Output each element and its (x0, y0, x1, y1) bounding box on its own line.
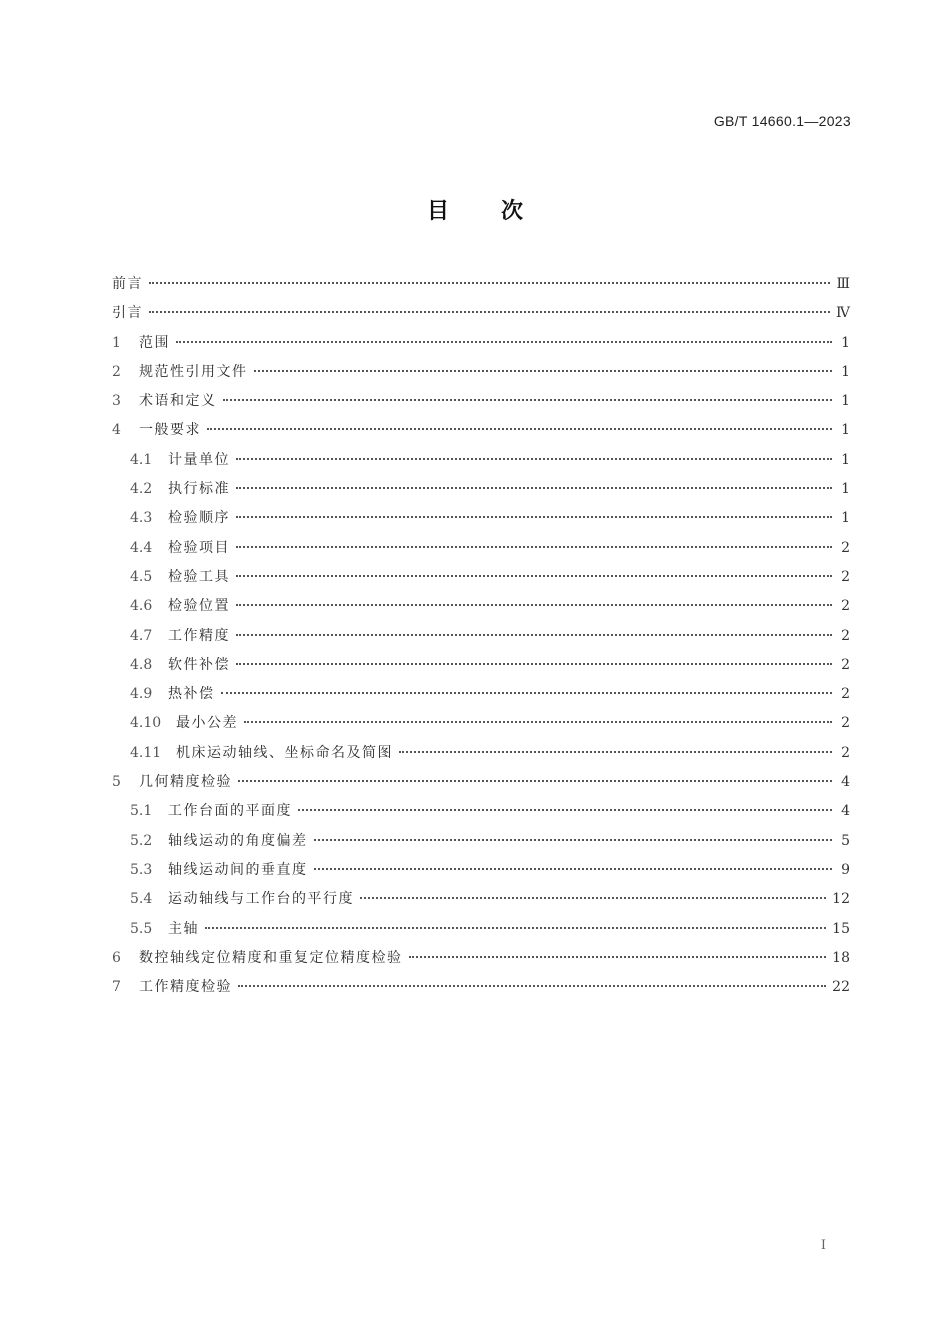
toc-entry[interactable] (112, 827, 850, 856)
toc-entry-page: 1 (841, 393, 850, 410)
dot-leader (298, 809, 832, 811)
dot-leader (238, 985, 826, 987)
toc-entry[interactable] (112, 651, 850, 680)
toc-entry-number: 5.3 (130, 861, 153, 878)
toc-entry-number: 4.4 (130, 539, 153, 556)
standard-code: GB/T 14660.1—2023 (713, 113, 851, 129)
toc-entry-page: Ⅳ (836, 305, 850, 322)
dot-leader (236, 634, 832, 636)
dot-leader (223, 399, 833, 401)
toc-entry[interactable] (112, 329, 850, 358)
toc-entry[interactable] (112, 270, 850, 299)
toc-entry-number: 3 (112, 393, 121, 410)
toc-entry-number: 6 (112, 949, 121, 966)
toc-entry-page: 22 (832, 979, 850, 996)
toc-entry[interactable] (112, 299, 850, 328)
dot-leader (236, 458, 832, 460)
toc-entry-label: 检验顺序 (168, 510, 230, 527)
dot-leader (314, 839, 833, 841)
toc-entry-label: 规范性引用文件 (139, 363, 248, 380)
toc-entry-number: 4.8 (130, 656, 153, 673)
toc-entry-page: 2 (841, 598, 850, 615)
toc-entry[interactable] (112, 768, 850, 797)
toc-entry-page: 5 (841, 832, 850, 849)
dot-leader (236, 487, 832, 489)
toc-entry-page: 2 (841, 656, 850, 673)
toc-entry-page: 1 (841, 363, 850, 380)
toc-entry-label: 检验项目 (168, 539, 230, 556)
toc-entry[interactable] (112, 534, 850, 563)
toc-entry[interactable] (112, 387, 850, 416)
toc-entry-number: 4.3 (130, 510, 153, 527)
toc-entry-label: 最小公差 (176, 715, 238, 732)
toc-entry[interactable] (112, 944, 850, 973)
toc-entry-page: Ⅲ (836, 276, 850, 292)
toc-entry-number: 4.2 (130, 481, 153, 498)
dot-leader (399, 751, 832, 753)
toc-entry-number: 4 (112, 422, 121, 439)
toc-entry-label: 术语和定义 (139, 393, 217, 410)
toc-entry[interactable] (112, 885, 850, 914)
toc-entry-label: 执行标准 (168, 481, 230, 498)
toc-entry-label: 检验位置 (168, 598, 230, 615)
toc-entry-page: 4 (841, 774, 850, 791)
toc-entry-label: 计量单位 (168, 451, 230, 468)
toc-entry-number: 4.5 (130, 568, 153, 585)
toc-entry-number: 4.1 (130, 451, 153, 468)
toc-entry-label: 软件补偿 (168, 656, 230, 673)
toc-entry[interactable] (112, 504, 850, 533)
dot-leader (236, 663, 832, 665)
dot-leader (254, 370, 833, 372)
dot-leader (236, 546, 832, 548)
toc-entry-number: 5 (112, 774, 121, 791)
toc-entry-number: 1 (112, 334, 121, 351)
toc-entry-label: 轴线运动间的垂直度 (168, 861, 308, 878)
toc-entry-number: 4.7 (130, 627, 153, 644)
toc-entry[interactable] (112, 475, 850, 504)
toc-entry-number: 4.10 (130, 715, 162, 732)
toc-entry-page: 2 (841, 686, 850, 703)
toc-entry-label: 一般要求 (139, 422, 201, 439)
toc-entry[interactable] (112, 856, 850, 885)
toc-entry-label: 数控轴线定位精度和重复定位精度检验 (139, 949, 403, 966)
toc-entry-label: 机床运动轴线、坐标命名及简图 (176, 744, 393, 761)
dot-leader (236, 575, 832, 577)
toc-entry[interactable] (112, 680, 850, 709)
toc-entry-number: 7 (112, 979, 121, 996)
toc-entry-number: 2 (112, 363, 121, 380)
dot-leader (149, 282, 830, 284)
toc-entry-label: 工作台面的平面度 (168, 803, 292, 820)
dot-leader (221, 692, 833, 694)
toc-entry-number: 5.5 (130, 920, 153, 937)
dot-leader (205, 927, 826, 929)
toc-entry[interactable] (112, 973, 850, 1002)
toc-entry-page: 1 (841, 334, 850, 351)
toc-entry-number: 4.9 (130, 686, 153, 703)
dot-leader (176, 341, 832, 343)
toc-entry-number: 5.4 (130, 891, 153, 908)
toc-entry-page: 2 (841, 744, 850, 761)
toc-entry-label: 热补偿 (168, 686, 215, 703)
toc-entry[interactable] (112, 797, 850, 826)
toc-entry-page: 1 (841, 481, 850, 498)
toc-entry-number: 4.6 (130, 598, 153, 615)
toc-entry-label: 检验工具 (168, 568, 230, 585)
dot-leader (207, 428, 832, 430)
toc-entry-page: 1 (841, 422, 850, 439)
toc-entry-page: 1 (841, 451, 850, 468)
toc-entry-page: 4 (841, 803, 850, 820)
toc-entry[interactable] (112, 709, 850, 738)
toc-entry[interactable] (112, 416, 850, 445)
toc-entry[interactable] (112, 358, 850, 387)
table-of-contents (112, 270, 850, 1002)
dot-leader (149, 311, 830, 313)
toc-entry[interactable] (112, 592, 850, 621)
toc-entry[interactable] (112, 563, 850, 592)
dot-leader (360, 897, 826, 899)
toc-entry-number: 5.1 (130, 803, 153, 820)
toc-entry-label: 运动轴线与工作台的平行度 (168, 891, 354, 908)
dot-leader (236, 604, 832, 606)
toc-entry-label: 前言 (112, 276, 143, 292)
dot-leader (314, 868, 833, 870)
toc-entry-label: 主轴 (168, 920, 199, 937)
toc-entry-page: 2 (841, 568, 850, 585)
toc-entry-label: 轴线运动的角度偏差 (168, 832, 308, 849)
toc-entry-page: 15 (832, 920, 850, 937)
toc-entry-label: 工作精度 (168, 627, 230, 644)
toc-entry-page: 18 (832, 949, 850, 966)
dot-leader (238, 780, 832, 782)
dot-leader (236, 516, 832, 518)
toc-entry-number: 5.2 (130, 832, 153, 849)
toc-entry-page: 2 (841, 539, 850, 556)
toc-entry-number: 4.11 (130, 744, 162, 761)
toc-entry[interactable] (112, 622, 850, 651)
toc-entry-label: 范围 (139, 334, 170, 351)
toc-entry-page: 2 (841, 715, 850, 732)
toc-entry-label: 几何精度检验 (139, 774, 232, 791)
toc-entry[interactable] (112, 739, 850, 768)
toc-entry-page: 9 (841, 861, 850, 878)
dot-leader (244, 721, 832, 723)
toc-entry-page: 1 (841, 510, 850, 527)
toc-entry-page: 2 (841, 627, 850, 644)
toc-entry[interactable] (112, 446, 850, 475)
toc-entry-label: 工作精度检验 (139, 979, 232, 996)
toc-entry-page: 12 (832, 891, 850, 908)
toc-entry[interactable] (112, 915, 850, 944)
page-title: 目次 (426, 199, 575, 224)
toc-entry-label: 引言 (112, 305, 143, 322)
dot-leader (409, 956, 827, 958)
page-number: I (820, 1238, 826, 1253)
